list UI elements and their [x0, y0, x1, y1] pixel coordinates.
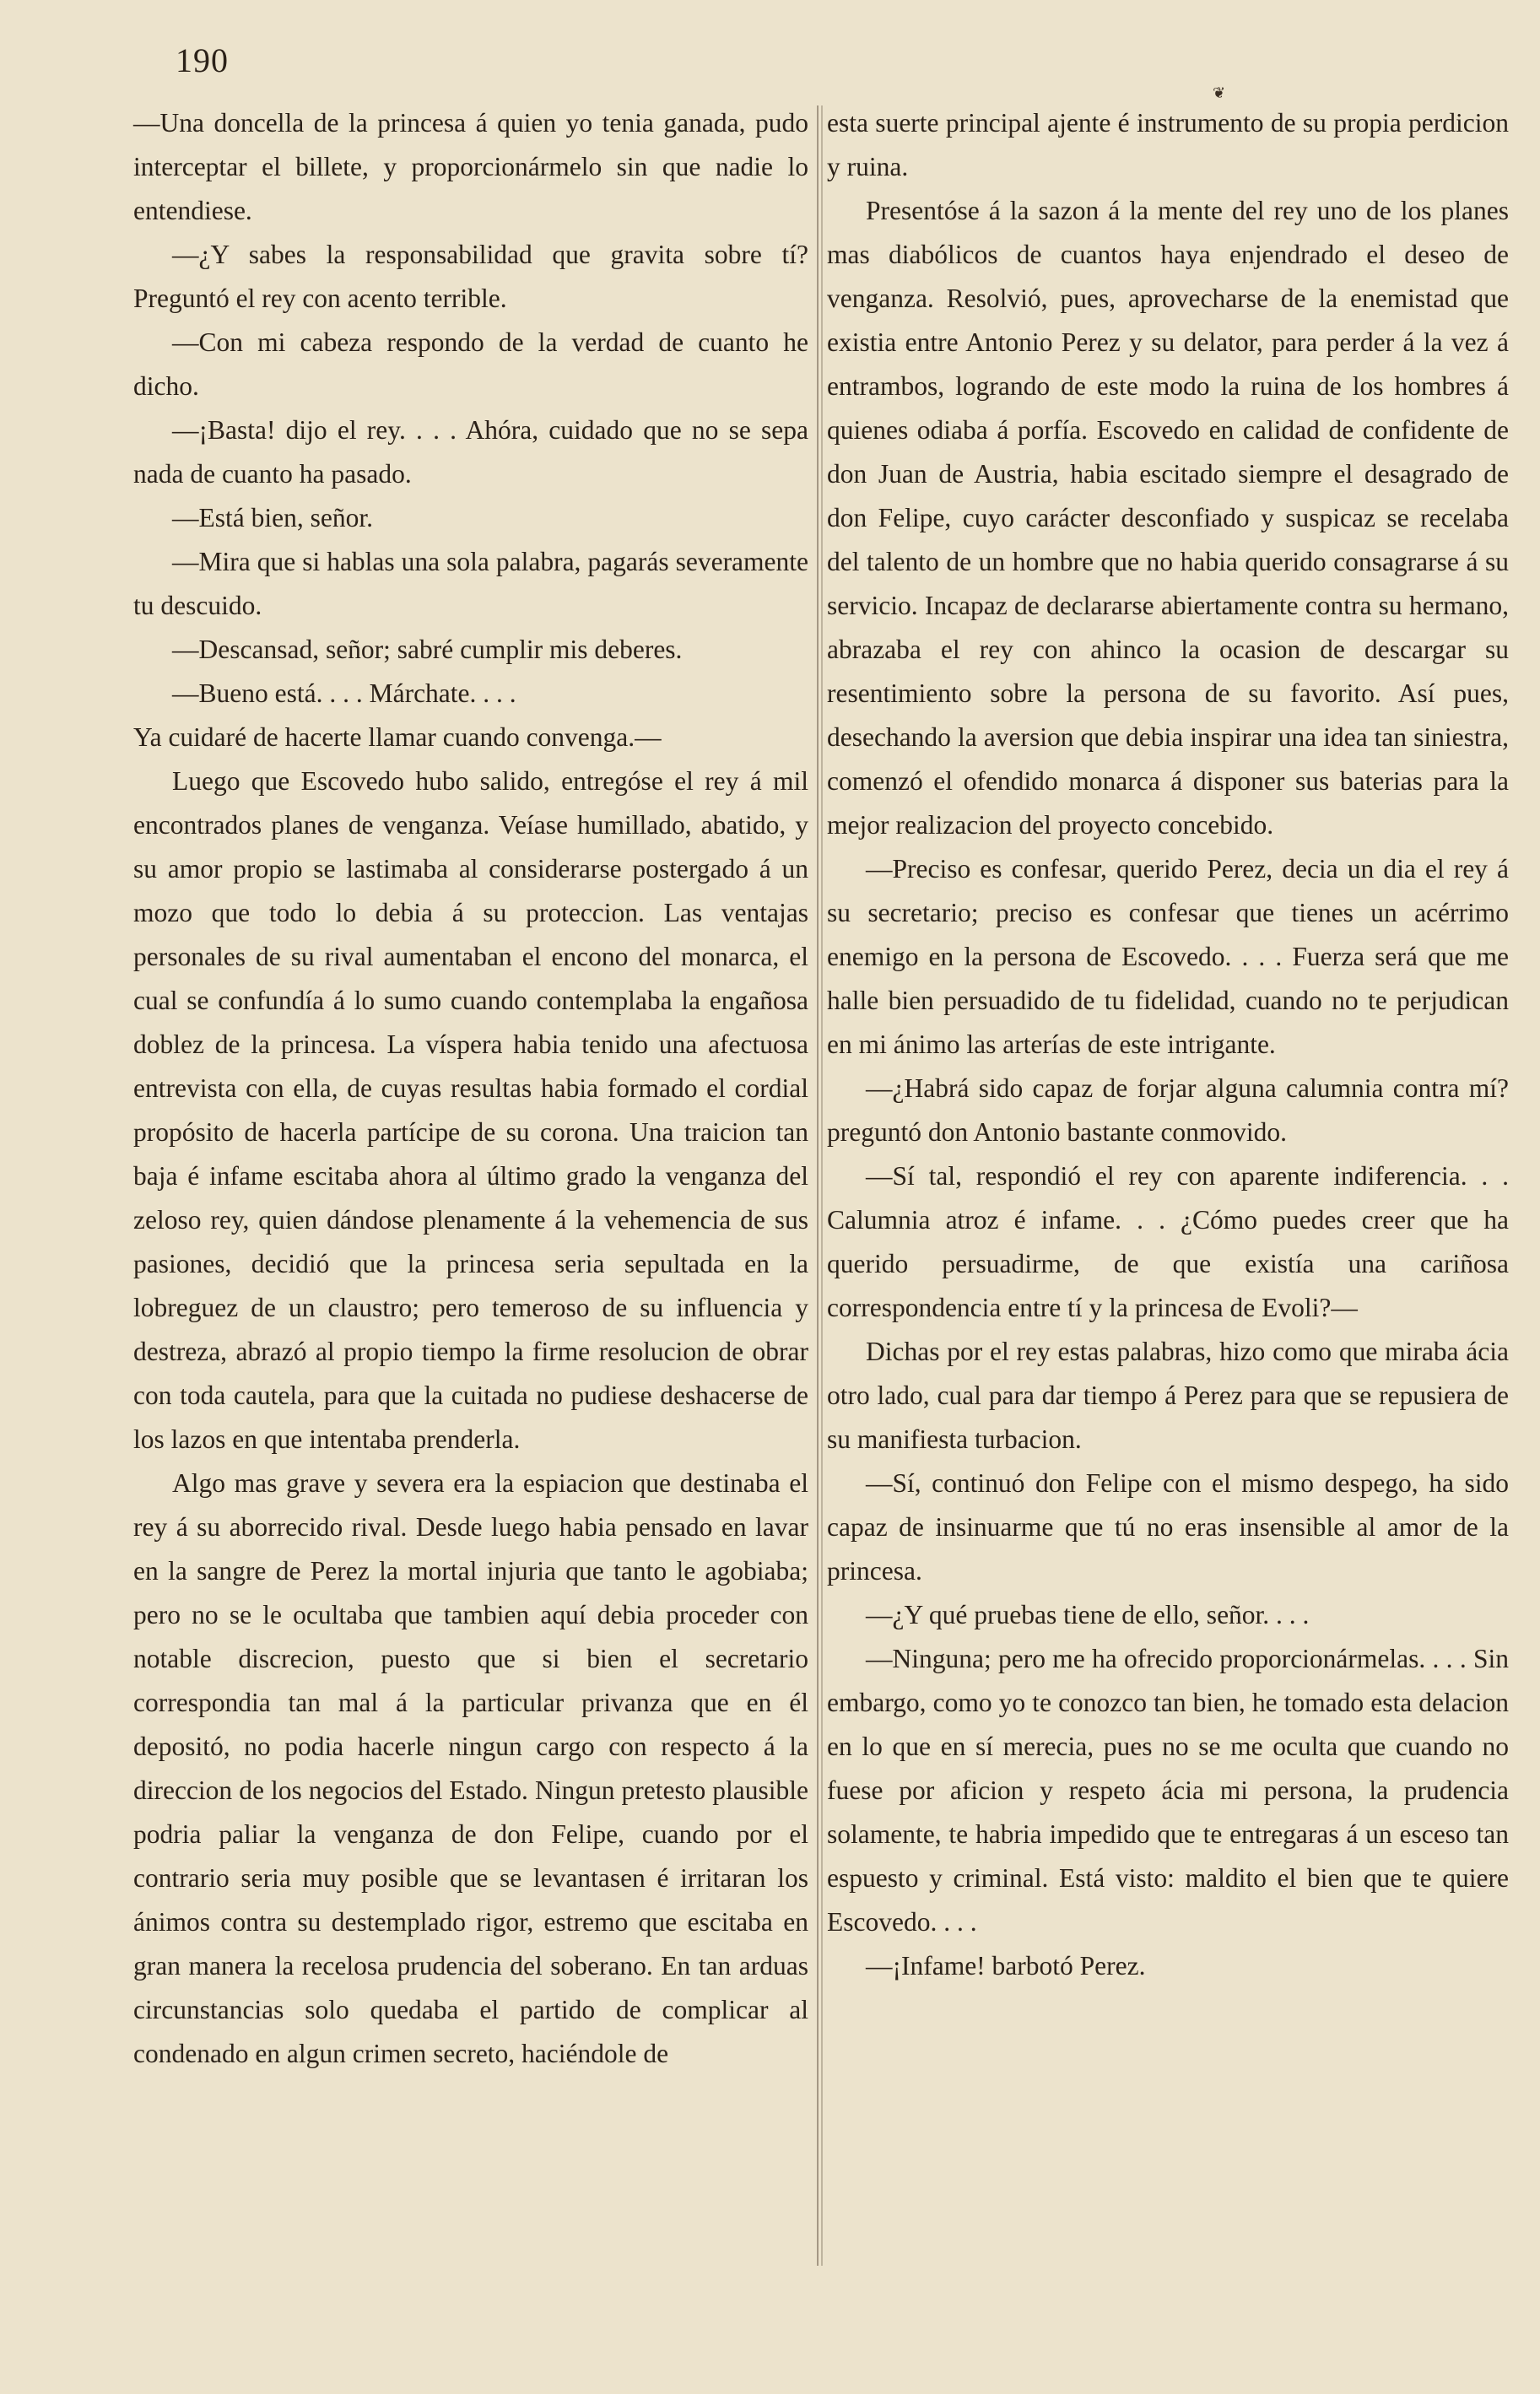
paragraph: Luego que Escovedo hubo salido, entregóse el rey á mil encontrados planes de venganza. Veíase humillado, abatido, y su amor propio se lastimaba al considerarse postergado á un mozo que todo lo debia á su proteccion. Las ventajas personales de su rival aumentaban el encono del monarca, el cual se confundía á lo sumo cuando contemplaba la engañosa doblez de la princesa. La víspera habia tenido una afectuosa entrevista con ella, de cuyas resultas habia formado el cordial propósito de hacerla partícipe de su corona. Una traicion tan baja é infame escitaba ahora al último grado la venganza del zeloso rey, quien dándose plenamente á la vehemencia de sus pasiones, decidió que la princesa seria sepultada en la lobreguez de un claustro; pero temeroso de su influencia y destreza, abrazó al propio tiempo la firme resolucion de obrar con toda cautela, para que la cuitada no pudiese deshacerse de los lazos en que intentaba prenderla.	[133, 766, 808, 1454]
paragraph: —Sí tal, respondió el rey con aparente indiferencia. . . Calumnia atroz é infame. . . ¿Cómo puedes creer que ha querido persuadirme, de que existía una cariñosa correspondencia entre tí y la princesa de Evoli?—	[827, 1161, 1509, 1322]
paragraph: —Está bien, señor.	[172, 503, 373, 532]
paragraph: —¿Habrá sido capaz de forjar alguna calumnia contra mí? preguntó don Antonio bastante conmovido.	[827, 1073, 1509, 1147]
left-column	[133, 101, 808, 2076]
paragraph: Ya cuidaré de hacerte llamar cuando convenga.—	[133, 722, 662, 752]
paragraph: —¿Y sabes la responsabilidad que gravita sobre tí? Preguntó el rey con acento terrible.	[133, 240, 808, 313]
paragraph: —Preciso es confesar, querido Perez, decia un dia el rey á su secretario; preciso es confesar que tienes un acérrimo enemigo en la persona de Escovedo. . . . Fuerza será que me halle bien persuadido de tu fidelidad, cuando no te perjudican en mi ánimo las arterías de este intrigante.	[827, 854, 1509, 1059]
paragraph: —¿Y qué pruebas tiene de ello, señor. . . .	[866, 1600, 1310, 1629]
paragraph: —Sí, continuó don Felipe con el mismo despego, ha sido capaz de insinuarme que tú no eras insensible al amor de la princesa.	[827, 1468, 1509, 1586]
paragraph: Algo mas grave y severa era la espiacion que destinaba el rey á su aborrecido rival. Desde luego habia pensado en lavar en la sangre de Perez la mortal injuria que tanto le agobiaba; pero no se le ocultaba que tambien aquí debia proceder con notable discrecion, puesto que si bien el secretario correspondia tan mal á la particular privanza que en él depositó, no podia hacerle ningun cargo con respecto á la direccion de los negocios del Estado. Ningun pretesto plausible podria paliar la venganza de don Felipe, cuando por el contrario seria muy posible que se levantasen é irritaran los ánimos contra su destemplado rigor, estremo que escitaba en gran manera la recelosa prudencia del soberano. En tan arduas circunstancias solo quedaba el partido de complicar al condenado en algun crimen secreto, haciéndole de	[133, 1468, 808, 2068]
column-divider-inner	[821, 105, 823, 2266]
paragraph: —Con mi cabeza respondo de la verdad de cuanto he dicho.	[133, 327, 808, 401]
paragraph: —Ninguna; pero me ha ofrecido proporcionármelas. . . . Sin embargo, como yo te conozco tan bien, he tomado esta delacion en lo que en sí merecia, pues no se me oculta que cuando no fuese por aficion y respeto ácia mi persona, la prudencia solamente, te habria impedido que te entregaras á un esceso tan espuesto y criminal. Está visto: maldito el bien que te quiere Escovedo. . . .	[827, 1644, 1509, 1937]
paragraph: —Una doncella de la princesa á quien yo tenia ganada, pudo interceptar el billete, y proporcionármelo sin que nadie lo entendiese.	[133, 108, 808, 225]
right-column	[827, 101, 1509, 1988]
paragraph: —¡Infame! barbotó Perez.	[866, 1951, 1146, 1981]
paragraph: —Descansad, señor; sabré cumplir mis deberes.	[172, 635, 683, 664]
printer-ornament: ❦	[1213, 84, 1226, 101]
paragraph: esta suerte principal ajente é instrumento de su propia perdicion y ruina.	[827, 108, 1509, 181]
paragraph: Dichas por el rey estas palabras, hizo como que miraba ácia otro lado, cual para dar tiempo á Perez para que se repusiera de su manifiesta turbacion.	[827, 1337, 1509, 1454]
column-divider	[817, 105, 819, 2266]
paragraph: —Mira que si hablas una sola palabra, pagarás severamente tu descuido.	[133, 547, 808, 620]
paragraph: —¡Basta! dijo el rey. . . . Ahóra, cuidado que no se sepa nada de cuanto ha pasado.	[133, 415, 808, 489]
paragraph: —Bueno está. . . . Márchate. . . .	[172, 678, 516, 708]
page-number: 190	[176, 41, 229, 79]
paragraph: Presentóse á la sazon á la mente del rey uno de los planes mas diabólicos de cuantos haya enjendrado el deseo de venganza. Resolvió, pues, aprovecharse de la enemistad que existia entre Antonio Perez y su delator, para perder á la vez á entrambos, logrando de este modo la ruina de los hombres á quienes odiaba á porfía. Escovedo en calidad de confidente de don Juan de Austria, habia escitado siempre el desagrado de don Felipe, cuyo carácter desconfiado y suspicaz se recelaba del talento de un hombre que no habia querido consagrarse á su servicio. Incapaz de declararse abiertamente contra su hermano, abrazaba el rey con ahinco la ocasion de descargar su resentimiento sobre la persona de su favorito. Así pues, desechando la aversion que debia inspirar una idea tan siniestra, comenzó el ofendido monarca á disponer sus baterias para la mejor realizacion del proyecto concebido.	[827, 196, 1509, 840]
